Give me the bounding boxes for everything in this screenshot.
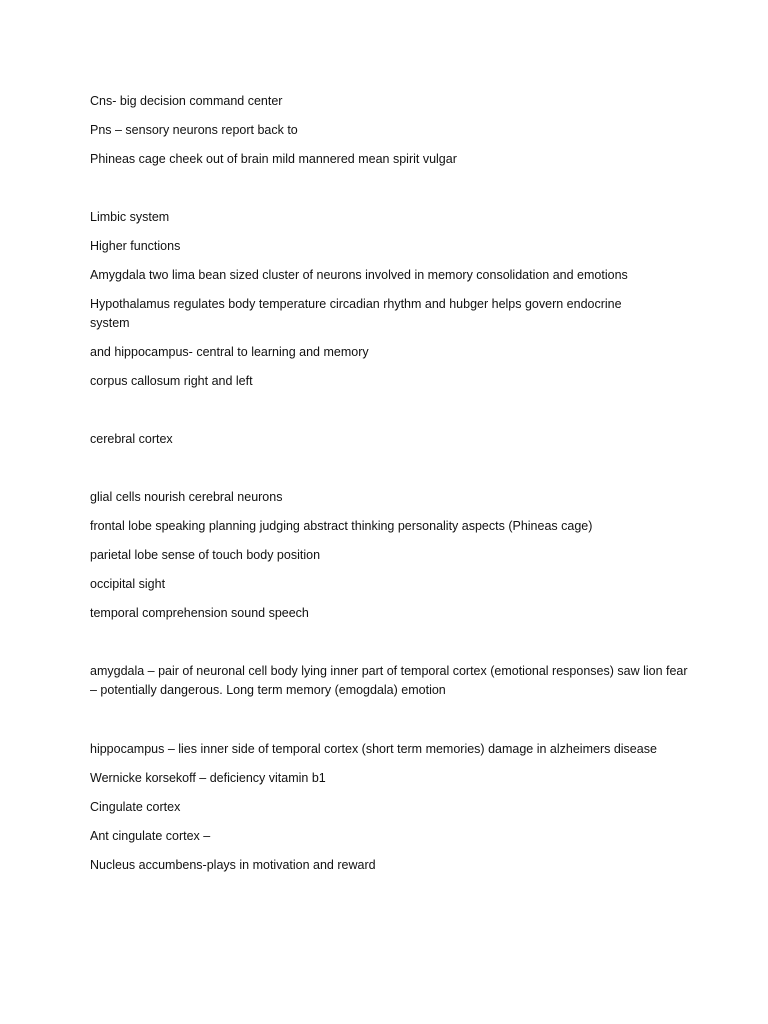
text-line-occipital: occipital sight (90, 577, 166, 591)
text-line-nucleus-accumbens: Nucleus accumbens-plays in motivation and reward (90, 858, 376, 872)
text-line-hypothalamus: Hypothalamus regulates body temperature circadian rhythm and hubger helps govern endocrine system (90, 297, 622, 330)
text-line-ant-cingulate: Ant cingulate cortex – (90, 829, 211, 843)
text-line-glial-cells: glial cells nourish cerebral neurons (90, 490, 283, 504)
text-line-cingulate: Cingulate cortex (90, 800, 181, 814)
text-line-amygdala-detail: amygdala – pair of neuronal cell body lying inner part of temporal cortex (emotional responses) saw lion fear – potentially dangerous. Long term memory (emogdala) emotion (90, 664, 688, 697)
text-line-parietal-lobe: parietal lobe sense of touch body position (90, 548, 321, 562)
text-line-wernicke: Wernicke korsekoff – deficiency vitamin b1 (90, 771, 326, 785)
text-line-amygdala: Amygdala two lima bean sized cluster of neurons involved in memory consolidation and emotions (90, 268, 628, 282)
text-line-hippocampus: and hippocampus- central to learning and memory (90, 345, 369, 359)
text-line-frontal-lobe: frontal lobe speaking planning judging abstract thinking personality aspects (Phineas cage) (90, 519, 593, 533)
text-line-limbic-system: Limbic system (90, 210, 170, 224)
text-line-higher-functions: Higher functions (90, 239, 181, 253)
text-line-cns: Cns- big decision command center (90, 94, 283, 108)
text-line-cerebral-cortex: cerebral cortex (90, 432, 173, 446)
text-line-corpus-callosum: corpus callosum right and left (90, 374, 253, 388)
text-line-hippocampus-detail: hippocampus – lies inner side of temporal cortex (short term memories) damage in alzheimers disease (90, 742, 657, 756)
text-line-phineas: Phineas cage cheek out of brain mild mannered mean spirit vulgar (90, 152, 457, 166)
text-line-temporal: temporal comprehension sound speech (90, 606, 309, 620)
text-line-pns: Pns – sensory neurons report back to (90, 123, 298, 137)
